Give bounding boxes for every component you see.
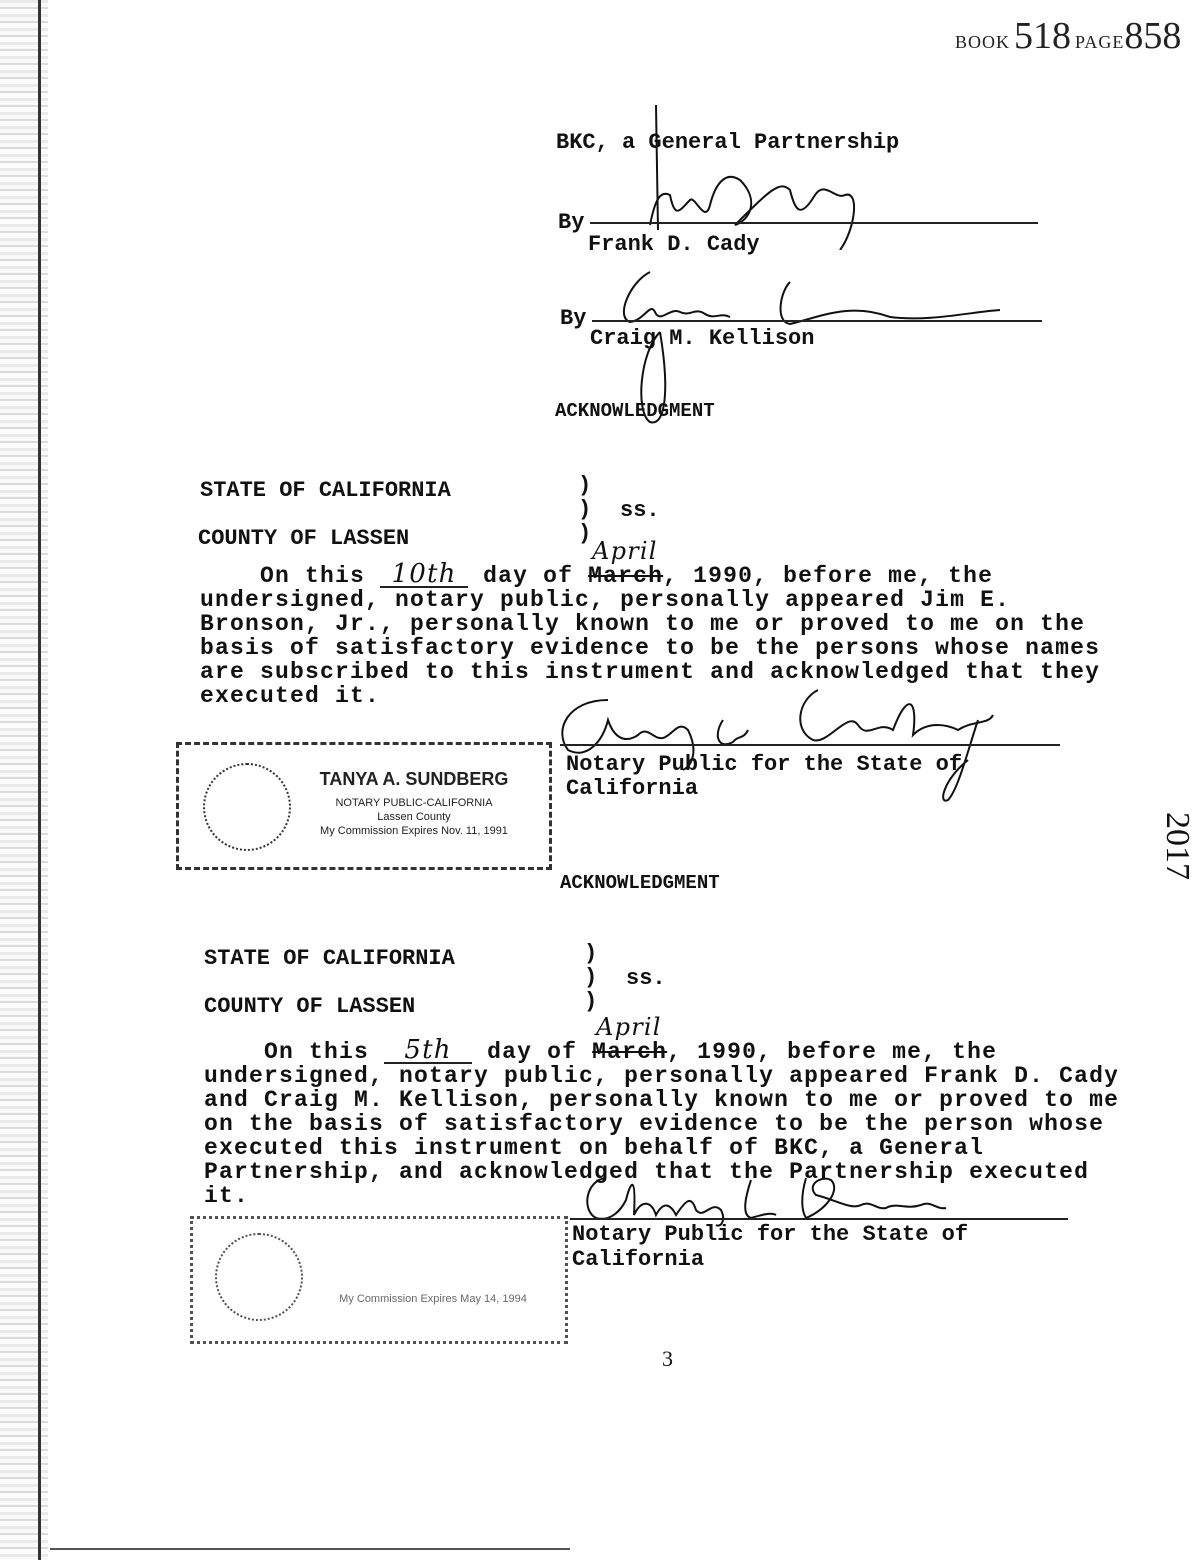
book-label: BOOK (955, 32, 1011, 52)
ack2-day-handwritten: 5th (384, 1038, 472, 1064)
ack1-notary-title-line1: Notary Public for the State of (566, 752, 963, 777)
signer-2-name: Craig M. Kellison (590, 326, 815, 351)
seal-commission: My Commission Expires Nov. 11, 1991 (320, 825, 508, 837)
recording-stamp (955, 14, 1181, 58)
ack1-line3: Bronson, Jr., personally known to me or proved to me on the (200, 611, 1086, 637)
signer-1-name: Frank D. Cady (588, 232, 760, 257)
entity-name: BKC, a General Partnership (556, 130, 900, 155)
ack2-line6: Partnership, and acknowledged that the Partnership executed it. (204, 1159, 1090, 1209)
ack1-line6: executed it. (200, 683, 381, 709)
seal-title: NOTARY PUBLIC-CALIFORNIA (335, 797, 493, 809)
signature-frank-cady (600, 100, 880, 250)
seal2-commission: My Commission Expires May 14, 1994 (339, 1293, 527, 1305)
seal-emblem (203, 763, 291, 851)
signature-christy-debaes (576, 1170, 956, 1230)
ack1-line4: basis of satisfactory evidence to be the persons whose names (200, 635, 1101, 661)
ack1-venue-brackets: ) ) ) (578, 473, 592, 546)
ack1-line2: undersigned, notary public, personally appeared Jim E. (200, 587, 1011, 613)
scan-bottom-line (50, 1548, 570, 1550)
recording-page-number: 858 (1124, 15, 1182, 57)
side-margin-mark: 2017 (1159, 812, 1196, 880)
ack2-month-struck: March (592, 1039, 668, 1065)
ack2-heading: ACKNOWLEDGMENT (560, 872, 720, 894)
page-number: 3 (662, 1346, 673, 1371)
ack2-notary-title-line1: Notary Public for the State of (572, 1222, 969, 1247)
ack1-heading: ACKNOWLEDGMENT (555, 400, 715, 422)
ack1-notary-signature-line (560, 744, 1060, 746)
notary-seal-faded (190, 1216, 568, 1344)
scan-margin-line (38, 0, 41, 1560)
ack1-line1: On this 10th day of March April , 1990, before me, the (260, 537, 994, 589)
notary-seal-tanya-sundberg (176, 742, 552, 870)
ack2-state: STATE OF CALIFORNIA (204, 946, 455, 971)
by-label-1: By (558, 210, 585, 235)
seal-emblem-faded (215, 1233, 303, 1321)
ack1-county: COUNTY OF LASSEN (198, 526, 410, 551)
ack2-county: COUNTY OF LASSEN (204, 994, 416, 1019)
ack1-month-struck: March (588, 563, 664, 589)
ack2-line1: On this 5th day of March April , 1990, before me, the (264, 1013, 998, 1065)
ack1-state: STATE OF CALIFORNIA (200, 478, 451, 503)
seal-name: TANYA A. SUNDBERG (319, 769, 509, 789)
ack1-line5: are subscribed to this instrument and acknowledged that they (200, 659, 1101, 685)
ack2-line2: undersigned, notary public, personally appeared Frank D. Cady (204, 1063, 1120, 1089)
ack2-ss: ss. (626, 966, 666, 991)
book-number: 518 (1014, 15, 1072, 57)
ack2-line3: and Craig M. Kellison, personally known to me or proved to me (204, 1087, 1120, 1113)
signature-line-1 (590, 222, 1038, 224)
seal-county: Lassen County (377, 811, 451, 823)
ack2-month-handwritten: April (596, 1013, 662, 1041)
page-label: PAGE (1075, 32, 1125, 52)
ack2-notary-signature-line (570, 1218, 1068, 1220)
ack1-notary-title-line2: California (566, 776, 699, 801)
ack2-notary-title-line2: California (572, 1247, 705, 1272)
ack2-line5: executed this instrument on behalf of BKC, a General (204, 1135, 985, 1161)
by-label-2: By (560, 306, 587, 331)
ack2-venue-brackets: ) ) ) (584, 941, 598, 1014)
ack1-month-handwritten: April (592, 537, 658, 565)
ack1-ss: ss. (620, 498, 660, 523)
ack2-line4: on the basis of satisfactory evidence to be the person whose (204, 1111, 1105, 1137)
signature-line-2 (592, 320, 1042, 322)
ack1-day-handwritten: 10th (380, 562, 468, 588)
